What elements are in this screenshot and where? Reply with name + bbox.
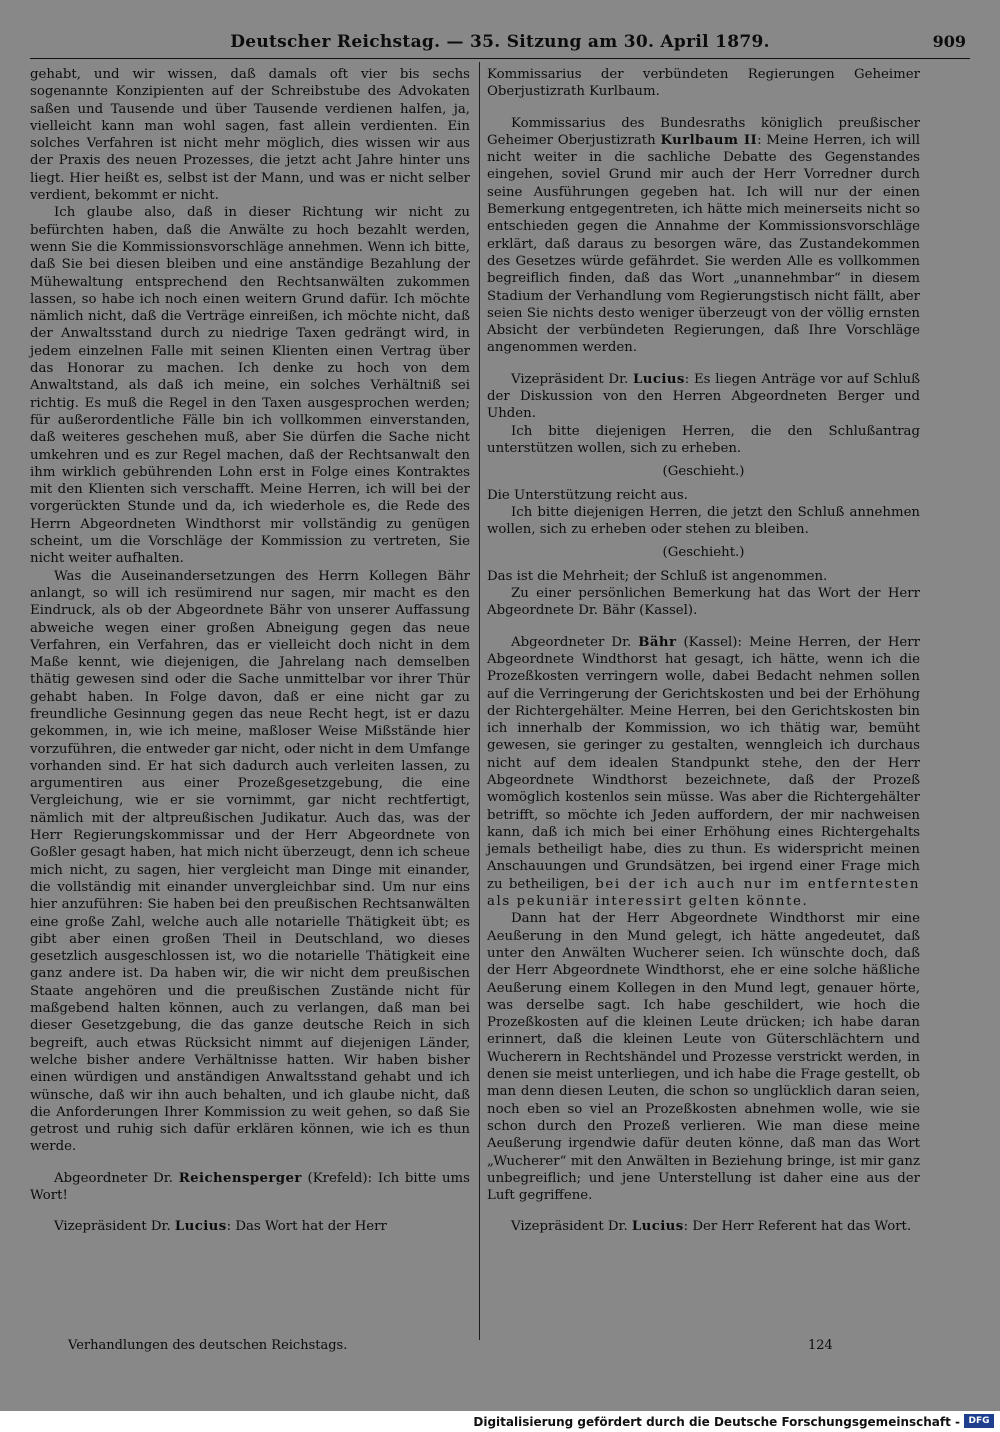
running-title: Deutscher Reichstag. — 35. Sitzung am 30. April 1879. bbox=[230, 32, 770, 52]
speaker-role: Vizepräsident Dr. bbox=[54, 1219, 171, 1235]
page-header bbox=[30, 28, 970, 59]
speaker-name: Lucius bbox=[631, 1219, 684, 1235]
paragraph: Was die Auseinandersetzungen des Herrn Kollegen Bähr anlangt, so will ich resümirend nur sagen, mir macht es den Eindruck, als ob der Abgeordnete Bähr von unserer Auffassung abweiche wegen einer großen Abneigung gegen das neue Verfahren, ein Verfahren, das er vielleicht doch nicht in dem Maße kennt, wie diejenigen, die Jahrelang nach demselben thätig gewesen sind oder die Sache unmittelbar vor ihrer Thür gehabt haben. In Folge davon, daß er eine nicht gar zu freundliche Gesinnung gegen das neue Recht hegt, ist er dazu gekommen, in, wie ich meine, maßloser Weise Mißstände hier vorzuführen, die entweder gar nicht, oder nicht in dem Umfange vorhanden sind. Er hat sich dadurch auch verleiten lassen, zu argumentiren aus einer Prozeßgesetzgebung, die eine Vergleichung, wie er sie vornimmt, gar nicht rechtfertigt, nämlich mit der altpreußischen Judikatur. Auch das, was der Herr Regierungskommissar und der Herr Abgeordnete von Goßler gesagt haben, hat mich nicht überzeugt, denn ich scheue mich nicht, zu sagen, hier vergleicht man Dinge mit einander, die vollständig mit einander unvergleichbar sind. Um nur eins hier anzuführen: Sie haben bei den preußischen Rechtsanwälten eine große Zahl, welche auch alle notarielle Thätigkeit übt; es gibt aber einen großen Theil in Deutschland, wo dieses gesetzlich ausgeschlossen ist, wo die notarielle Thätigkeit eine ganz andere ist. Da haben wir, die wir nicht dem preußischen Staate angehören und die preußischen Zustände nicht für maßgebend halten können, auch zu verlangen, daß man bei dieser Gesetzgebung, die das ganze deutsche Reich in sich begreift, auch etwas Rücksicht nimmt auf diejenigen Länder, welche bisher andere Verhältnisse hatten. Wir haben bisher einen würdigen und anständigen Anwaltsstand gehabt und ich wünsche, daß wir ihn auch behalten, und ich glaube nicht, daß die Anforderungen Ihrer Kommission zu weit gehen, so daß Sie getrost und ruhig sich dafür erklären können, wie ich es thun werde. bbox=[30, 568, 470, 1155]
speaker-role: Abgeordneter Dr. bbox=[511, 634, 632, 650]
paragraph: Die Unterstützung reicht aus. bbox=[487, 487, 688, 503]
speech-reichensperger bbox=[30, 1170, 470, 1205]
speech-text: : Meine Herren, ich will nicht weiter in die sachliche Debatte des Gegenstandes eingehen, soviel Grund mir auch der Herr Vorredner durch seine Ausführungen gegeben hat. Ich will nur der einen Bemerkung entgegentreten, ich hätte mich meinerseits nicht so entschieden gegen die Annahme der Kommissionsvorschläge erklärt, daß daraus zu besorgen wäre, das Zustandekommen des Gesetzes würde gefährdet. Sie werden Alle es vollkommen begreiflich finden, daß das Wort „unannehmbar“ in diesem Stadium der Verhandlung vom Regierungstisch nicht fällt, aber seien Sie nichts desto weniger überzeugt von der völlig ernsten Absicht der verbündeten Regierungen, daß Ihre Vorschläge angenommen werden. bbox=[487, 132, 921, 356]
emphasized-text: bei der ich auch nur im entferntesten als pekuniär interessirt gelten könnte. bbox=[487, 876, 920, 910]
speech-lucius bbox=[487, 371, 920, 423]
speech-baehr bbox=[487, 634, 920, 911]
speech-lucius bbox=[30, 1218, 470, 1235]
credit-bar bbox=[0, 1411, 1000, 1432]
speaker-name: Lucius bbox=[633, 371, 685, 387]
paragraph: Ich bitte diejenigen Herren, die jetzt den Schluß annehmen wollen, sich zu erheben oder stehen zu bleiben. bbox=[487, 504, 920, 538]
speech-text: : Es liegen Anträge vor auf Schluß der Diskussion von den Herren Abgeordneten Berger und Uhden. bbox=[487, 371, 920, 422]
speech-kurlbaum bbox=[487, 115, 920, 357]
speaker-role: Vizepräsident Dr. bbox=[511, 371, 629, 387]
stage-direction: (Geschieht.) bbox=[662, 545, 745, 561]
paragraph: Dann hat der Herr Abgeordnete Windthorst mir eine Aeußerung in den Mund gelegt, ich hätte angedeutet, daß unter den Anwälten Wucherer seien. Ich wünschte doch, daß der Herr Abgeordnete Windthorst, ehe er eine solche häßliche Aeußerung einem Kollegen in den Mund legt, genauer hörte, was derselbe sagt. Ich habe geschildert, wie hoch die Prozeßkosten auf die kleinen Leute drücken; ich habe daran erinnert, daß die kleinen Leute von Güterschlächtern und Wucherern in Rechtshändel und Prozesse verstrickt werden, in denen sie meist unterliegen, und ich habe die Frage gestellt, ob man denn diesen Leuten, die schon so unglücklich daran seien, noch eben so viel an Prozeßkosten abnehmen wolle, wie sie schon durch den Prozeß verlieren. Wie man diese meine Aeußerung irgendwie dafür deuten könne, daß man das Wort „Wucherer“ mit den Anwälten in Beziehung bringe, ist mir ganz unbegreiflich; und jene Unterstellung ist daher eine aus der Luft gegriffene. bbox=[487, 911, 920, 1204]
column-divider bbox=[479, 62, 480, 1340]
speaker-name: Reichensperger bbox=[178, 1170, 302, 1186]
paragraph: gehabt, und wir wissen, daß damals oft vier bis sechs sogenannte Konzipienten auf der Schreibstube des Advokaten saßen und Tausende und über Tausende verdienen halfen, ja, vielleicht kann man wohl sagen, fast allein verdienten. Ein solches Verfahren ist nicht mehr möglich, dies wissen wir aus der Praxis des neuen Prozesses, die jetzt acht Jahre hinter uns liegt. Hier heißt es, selbst ist der Mann, und was er nicht selber verdient, bekommt er nicht. bbox=[30, 67, 470, 204]
speaker-name: Lucius bbox=[174, 1219, 227, 1235]
paragraph: Ich glaube also, daß in dieser Richtung wir nicht zu befürchten haben, daß die Anwälte zu hoch bezahlt werden, wenn Sie die Kommissionsvorschläge annehmen. Wenn ich bitte, daß Sie bei diesen bleiben und eine anständige Bezahlung der Mühewaltung entsprechend den Rechtsanwälten zukommen lassen, so habe ich noch einen weitern Grund dafür. Ich möchte nämlich nicht, daß die Verträge einreißen, ich möchte nicht, daß der Anwaltsstand durch zu niedrige Taxen gedrängt wird, in jedem einzelnen Falle mit seinen Klienten einen Vertrag über das Honorar zu machen. Ich denke zu hoch von dem Anwaltstand, als daß ich meine, ein solches Verhältniß sei richtig. Es muß die Regel in den Taxen ausgesprochen werden; für außerordentliche Fälle bin ich vollkommen einverstanden, daß weiteres geschehen muß, aber Sie dürfen die Sache nicht umkehren und es zur Regel machen, daß der Rechtsanwalt den ihm wirklich gebührenden Lohn erst in Folge eines Kontraktes mit den Klienten sich verschafft. Meine Herren, ich will bei der vorgerückten Stunde und da, ich wiederhole es, die Rede des Herrn Abgeordneten Windthorst mir vollständig zu genügen scheint, um die Vorschläge der Kommission zu vertreten, Sie nicht weiter aufhalten. bbox=[30, 205, 470, 567]
footer-publication: Verhandlungen des deutschen Reichstags. bbox=[68, 1338, 348, 1353]
speaker-role: Abgeordneter Dr. bbox=[54, 1170, 173, 1186]
speech-text: (Kassel): Meine Herren, der Herr Abgeordnete Windthorst hat gesagt, ich hätte, wenn ich die Prozeßkosten verringern wolle, dabei Bedacht nehmen sollen auf die Verringerung der Gerichtskosten und bei der Erhöhung der Richtergehälter. Meine Herren, bei den Gerichtskosten bin ich innerhalb der Kommission, wo ich thätig war, bemüht gewesen, sie geringer zu gestalten, wenngleich ich durchaus nicht auf dem idealen Standpunkt stehe, den der Herr Abgeordnete Windthorst bezeichnete, daß der Prozeß womöglich kostenlos sein müsse. Was aber die Richtergehälter betrifft, so möchte ich Jeden auffordern, der mir nachweisen kann, daß ich mich bei einer Erhöhung eines Richtergehalts jemals betheiligt habe, dies zu thun. Es widerspricht meinen Anschauungen und Grundsätzen, bei irgend einer Frage mich zu betheiligen, bbox=[487, 634, 920, 892]
right-column bbox=[487, 66, 920, 1236]
speech-text: : Der Herr Referent hat das Wort. bbox=[683, 1219, 912, 1235]
left-column bbox=[30, 66, 470, 1236]
speaker-role: Vizepräsident Dr. bbox=[511, 1219, 628, 1235]
speaker-name: Bähr bbox=[638, 634, 677, 650]
footer-signature-number: 124 bbox=[808, 1338, 833, 1353]
speaker-role: Kommissarius des Bundesraths königlich preußischer Geheimer Oberjustizrath bbox=[487, 115, 920, 148]
dfg-credit-text: Digitalisierung gefördert durch die Deutsche Forschungsgemeinschaft - bbox=[473, 1415, 960, 1429]
speaker-name: Kurlbaum II bbox=[660, 132, 758, 148]
paragraph: Das ist die Mehrheit; der Schluß ist angenommen. bbox=[487, 568, 828, 584]
dfg-logo-icon: DFG bbox=[964, 1414, 994, 1428]
speech-text: : Das Wort hat der Herr bbox=[226, 1219, 387, 1235]
paragraph: Zu einer persönlichen Bemerkung hat das Wort der Herr Abgeordnete Dr. Bähr (Kassel). bbox=[487, 586, 920, 619]
speech-lucius bbox=[487, 1218, 920, 1235]
page-number: 909 bbox=[932, 32, 966, 51]
paragraph: Kommissarius der verbündeten Regierungen Geheimer Oberjustizrath Kurlbaum. bbox=[487, 67, 920, 100]
paragraph: Ich bitte diejenigen Herren, die den Schlußantrag unterstützen wollen, sich zu erheben. bbox=[487, 423, 920, 456]
speech-text: (Krefeld): Ich bitte ums Wort! bbox=[30, 1170, 470, 1203]
stage-direction: (Geschieht.) bbox=[662, 464, 745, 480]
